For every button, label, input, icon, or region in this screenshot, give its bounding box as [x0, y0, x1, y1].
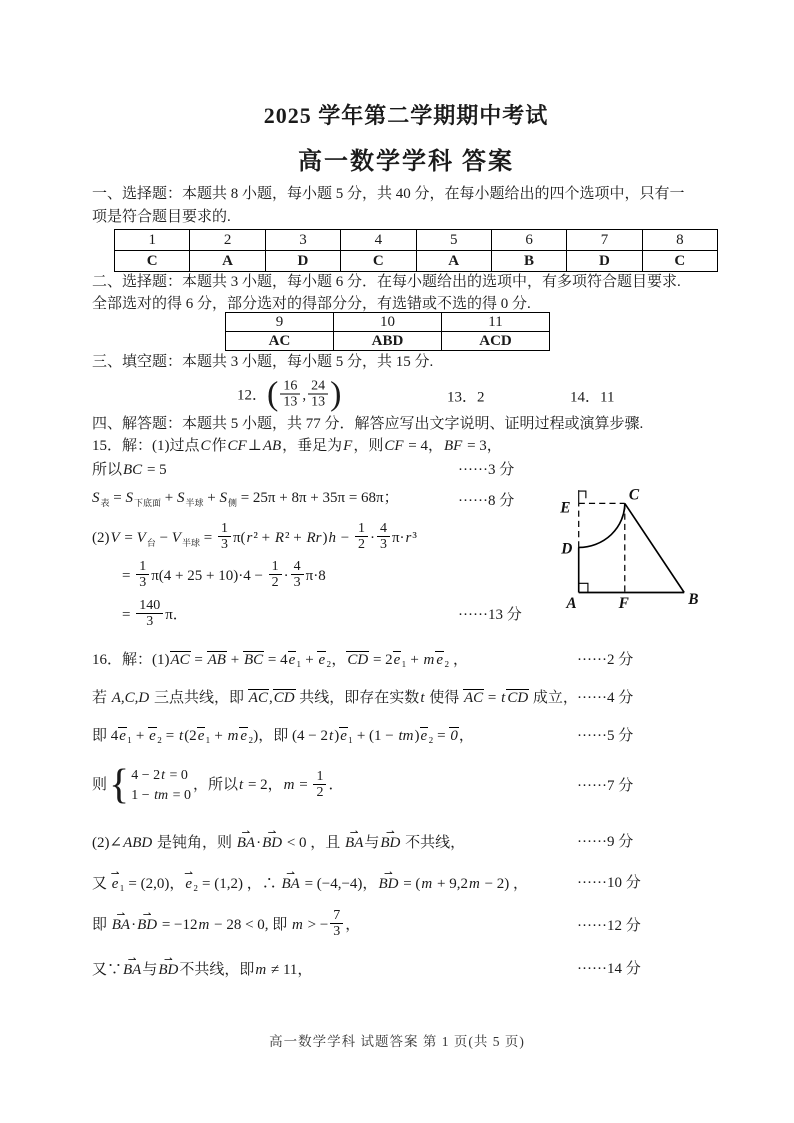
solution-line — [92, 828, 720, 855]
question-number-cell: 7 — [567, 230, 642, 251]
page-title: 2025 学年第二学期期中考试 — [263, 103, 549, 128]
figure-label-F: F — [618, 594, 629, 612]
question-number-cell: 1 — [115, 230, 190, 251]
math-text: 三点共线，即 — [150, 690, 248, 706]
solution-line-content — [92, 728, 474, 744]
math-text: = — [122, 606, 135, 623]
section1-intro-line1: 一、选择题：本题共 8 小题，每小题 5 分，共 40 分，在每小题给出的四个选项中，只有一 — [92, 186, 685, 202]
question-number-cell: 6 — [491, 230, 566, 251]
page-footer: 高一数学学科 试题答案 第 1 页(共 5 页) — [269, 1034, 525, 1049]
math-variable: C — [200, 438, 211, 454]
solution-line-content — [122, 558, 326, 590]
vector-overbar: CD — [347, 652, 369, 668]
fraction: $\frac{1}{2}$ — [313, 769, 326, 800]
math-variable: BC — [123, 462, 143, 478]
math-text: ， — [458, 728, 474, 744]
math-text: ₂)，即 (4 − 2 — [248, 728, 329, 744]
math-variable: m — [292, 917, 303, 933]
vector-overbar: AC — [248, 690, 268, 706]
vector-overbar: e — [288, 652, 296, 668]
math-text: 不共线，即 — [179, 962, 255, 979]
vector-arrow: BD ⇀ — [136, 913, 158, 937]
fraction: $\frac{1}{2}$ — [269, 559, 282, 590]
math-text: ₂ = — [156, 728, 179, 744]
math-text: π(4 + 25 + 10)·4 − — [151, 567, 267, 584]
figure-label-A: A — [566, 594, 577, 612]
geometry-figure — [555, 486, 713, 614]
solution-line-content — [92, 908, 361, 940]
fraction: $\frac{16}{13}$ — [280, 379, 300, 410]
math-text: 使得 — [425, 690, 463, 706]
answer-q14 — [570, 386, 614, 407]
table-row-question-numbers — [115, 230, 718, 251]
figure-label-E: E — [560, 499, 571, 517]
score-mark: ······12 分 — [577, 917, 641, 934]
figure-label-C: C — [628, 486, 640, 504]
fraction: $\frac{1}{3}$ — [136, 559, 149, 590]
math-variable: m — [283, 777, 295, 794]
math-text: ₁ + — [205, 728, 227, 744]
math-text: = — [199, 529, 216, 546]
math-text: (2)∠ — [92, 835, 123, 851]
question-number-cell: 3 — [265, 230, 340, 251]
fraction: $\frac{1}{3}$ — [218, 521, 231, 552]
solution-line-content — [92, 490, 399, 506]
solution-line — [92, 724, 720, 748]
math-text: ² + — [253, 529, 274, 546]
math-text: 又 — [92, 876, 111, 892]
score-mark: ······3 分 — [458, 462, 515, 478]
math-text: = 0 — [169, 788, 191, 803]
answer-cell: A — [190, 251, 265, 272]
math-text: · — [256, 835, 262, 851]
math-text: = 4 — [264, 652, 288, 668]
fraction: $\frac{1}{2}$ — [355, 521, 368, 552]
page-content — [92, 0, 720, 1123]
vector-overbar: AB — [207, 652, 226, 668]
math-text: + 9,2 — [433, 876, 468, 892]
vector-overbar: e — [436, 652, 444, 668]
vector-overbar: e — [420, 728, 428, 744]
vector-overbar: e — [393, 652, 401, 668]
section4-intro: 四、解答题：本题共 5 小题，共 77 分．解答应写出文字说明、证明过程或演算步骤. — [92, 416, 644, 432]
math-text: + — [226, 652, 243, 668]
math-text: ₂ = — [428, 728, 450, 744]
solution-line-content — [92, 962, 312, 978]
math-text: < 0 ，且 — [283, 835, 345, 851]
table-row-question-numbers — [226, 313, 550, 332]
solution-line — [92, 766, 720, 806]
vector-arrow: BA ⇀ — [236, 831, 256, 855]
score-mark: ······2 分 — [577, 652, 634, 668]
vector-arrow: BA ⇀ — [111, 913, 131, 937]
answer-cell: B — [491, 251, 566, 272]
score-mark: ······10 分 — [577, 874, 641, 891]
score-mark: ······9 分 — [577, 833, 634, 850]
vector-overbar: e — [149, 728, 156, 744]
math-variable: t — [161, 768, 165, 783]
answer-table-multi-choice — [225, 312, 550, 351]
math-text: 13．2 — [447, 389, 485, 406]
table-row-answers — [226, 332, 550, 351]
answer-cell: D — [265, 251, 340, 272]
math-text: ，则 — [353, 438, 384, 454]
solution-line — [92, 910, 720, 941]
solution-line — [92, 869, 720, 896]
page-subtitle: 高一数学学科 答案 — [298, 149, 514, 175]
fraction: $\frac{24}{13}$ — [308, 379, 328, 410]
fraction: $\frac{7}{3}$ — [330, 908, 343, 939]
section2-intro-line1: 二、选择题：本题共 3 小题，每小题 6 分．在每小题给出的选项中，有多项符合题目要求. — [92, 274, 681, 290]
figure-solid-edges — [579, 503, 684, 592]
math-text: 14．11 — [570, 389, 615, 406]
math-variable: tm — [398, 728, 414, 744]
math-text: = — [484, 690, 501, 706]
score-mark: ······5 分 — [577, 728, 634, 744]
math-text: ) — [322, 529, 328, 546]
math-variable: r — [246, 529, 253, 546]
math-text: 15．解：(1)过点 — [92, 438, 200, 454]
cases-row — [131, 766, 191, 786]
math-text: 1 − — [131, 788, 154, 803]
solution-line — [92, 955, 720, 982]
math-text: = — [122, 567, 135, 584]
vector-arrow: BD ⇀ — [379, 831, 401, 855]
math-text: = 3， — [463, 438, 502, 454]
math-text: = 5 — [143, 462, 167, 478]
math-text: ³ — [412, 529, 417, 546]
answer-cell: ABD — [334, 332, 442, 351]
answer-cell: C — [115, 251, 190, 272]
score-mark: ······13 分 — [458, 607, 522, 624]
math-text: = — [120, 529, 137, 546]
math-text: ₁ + — [126, 728, 149, 744]
big-paren: ( — [267, 375, 279, 413]
math-text: π． — [165, 606, 188, 623]
math-variable: m — [421, 876, 433, 892]
math-variable: t — [239, 777, 244, 794]
big-paren: ) — [330, 375, 342, 413]
math-text: − 28 < 0, 即 — [210, 917, 292, 933]
math-text: ． — [328, 777, 344, 794]
math-variable: V — [110, 529, 120, 546]
math-text: ⊥ — [247, 438, 262, 454]
subscripted-symbol: $S_侧$ — [219, 490, 237, 508]
math-text: ) — [334, 728, 340, 744]
figure-arc-DC — [579, 503, 625, 547]
math-text: ₁ + — [296, 652, 318, 668]
math-text: = 0 — [165, 768, 188, 783]
math-text: 与 — [142, 962, 158, 979]
math-variable: m — [468, 876, 480, 892]
fraction: $\frac{4}{3}$ — [377, 521, 390, 552]
solution-line — [92, 648, 720, 672]
math-text: π·8 — [305, 567, 326, 584]
vector-arrow: BD ⇀ — [157, 958, 179, 982]
math-variable: t — [420, 690, 425, 706]
question-number-cell: 11 — [442, 313, 550, 332]
solution-line-content — [92, 690, 578, 706]
math-variable: R — [274, 529, 285, 546]
fill-in-answers-row — [92, 372, 720, 420]
math-text: = — [109, 490, 126, 506]
vector-overbar: AC — [464, 690, 484, 706]
math-text: = ( — [399, 876, 421, 892]
question-number-cell: 8 — [642, 230, 717, 251]
vector-overbar: CD — [507, 690, 529, 706]
subscripted-symbol: $S_{下底面}$ — [125, 490, 161, 508]
figure-dashed-edges — [579, 503, 625, 592]
solution-q16 — [92, 648, 720, 996]
math-text: 成立， — [529, 690, 578, 706]
math-text: 所以 — [92, 462, 123, 478]
math-variable: tm — [154, 788, 169, 803]
vector-overbar: e — [240, 728, 248, 744]
math-variable: m — [423, 652, 435, 668]
answer-cell: C — [341, 251, 416, 272]
vector-overbar: e — [119, 728, 126, 744]
math-text: · — [283, 567, 289, 584]
math-text: = — [295, 777, 312, 794]
math-text: + — [161, 490, 177, 506]
math-text: , — [268, 690, 273, 706]
question-number-cell: 4 — [341, 230, 416, 251]
math-text: ² + — [285, 529, 306, 546]
subscripted-symbol: $S_{半球}$ — [176, 490, 204, 508]
vector-overbar: e — [197, 728, 205, 744]
solution-line — [92, 458, 720, 482]
math-text: 与 — [364, 835, 380, 851]
math-text: = 2， — [244, 777, 283, 794]
vector-arrow: BD ⇀ — [377, 872, 399, 896]
vector-overbar: AC — [170, 652, 190, 668]
section3-intro: 三、填空题：本题共 3 小题，每小题 5 分，共 15 分. — [92, 354, 434, 370]
vector-overbar: 0 — [450, 728, 458, 744]
math-variable: m — [255, 962, 267, 979]
answer-q13 — [447, 386, 485, 407]
score-mark: ······4 分 — [577, 690, 634, 706]
score-mark: ······8 分 — [458, 492, 515, 509]
vector-overbar: BC — [243, 652, 264, 668]
math-variable: Rr — [306, 529, 322, 546]
math-text: = 25π + 8π + 35π = 68π； — [236, 490, 399, 506]
figure-label-B: B — [688, 590, 699, 608]
math-text: 不共线， — [401, 835, 466, 851]
math-text: ， — [345, 917, 361, 933]
math-variable: t — [179, 728, 184, 744]
math-text: 若 — [92, 690, 111, 706]
math-text: 即 4 — [92, 728, 119, 744]
section1-intro-line2: 项是符合题目要求的. — [92, 209, 231, 225]
cases-brace-system — [109, 766, 191, 806]
math-text: · — [131, 917, 137, 933]
answer-cell: ACD — [442, 332, 550, 351]
math-text: ₁ + — [401, 652, 423, 668]
solution-line-content — [92, 521, 417, 552]
answer-cell: C — [642, 251, 717, 272]
math-variable: t — [329, 728, 334, 744]
right-angle-mark-A — [579, 583, 588, 592]
vector-arrow: BA ⇀ — [122, 958, 142, 982]
answer-q12 — [237, 375, 342, 413]
answer-cell: AC — [226, 332, 334, 351]
math-text: − — [155, 529, 172, 546]
math-text: = (−4,−4)， — [300, 876, 378, 892]
math-text: (2) — [92, 529, 110, 546]
math-variable: m — [198, 917, 210, 933]
question-number-cell: 5 — [416, 230, 491, 251]
math-variable: h — [328, 529, 336, 546]
score-mark: ······14 分 — [577, 960, 641, 977]
question-number-cell: 9 — [226, 313, 334, 332]
math-text: 共线，即存在实数 — [295, 690, 420, 706]
subscripted-symbol: $V_{半球}$ — [171, 529, 200, 548]
math-variable: F — [343, 438, 353, 454]
solution-line-content — [122, 597, 188, 629]
subscripted-symbol: $V_台$ — [136, 529, 156, 548]
math-text: π( — [232, 529, 246, 546]
question-number-cell: 10 — [334, 313, 442, 332]
math-text: ₂， — [326, 652, 347, 668]
math-text: ，垂足为 — [282, 438, 343, 454]
score-mark: ······7 分 — [577, 778, 634, 794]
right-angle-mark-E — [579, 490, 586, 503]
math-variable: CF — [227, 438, 247, 454]
vector-arrow: BA ⇀ — [280, 872, 300, 896]
math-text: 12． — [237, 387, 268, 404]
math-text: − 2) ， — [480, 876, 529, 892]
math-text: 4 − 2 — [131, 768, 161, 783]
solution-line-content — [92, 652, 468, 668]
answer-table-single-choice — [114, 229, 718, 272]
vector-overbar: e — [318, 652, 326, 668]
vector-arrow: e ⇀ — [111, 872, 120, 896]
math-text: ₂ ， — [444, 652, 469, 668]
math-text: − — [336, 529, 353, 546]
answer-cell: D — [567, 251, 642, 272]
vector-overbar: CD — [273, 690, 295, 706]
solution-line-content — [92, 835, 465, 851]
solution-line — [92, 434, 720, 458]
solution-line-content — [92, 462, 167, 478]
fraction: $\frac{4}{3}$ — [291, 559, 304, 590]
subscripted-symbol: $S_表$ — [92, 490, 110, 508]
math-variable: m — [227, 728, 239, 744]
section2-intro-line2: 全部选对的得 6 分，部分选对的得部分分，有选错或不选的得 0 分. — [92, 296, 531, 312]
math-variable: t — [501, 690, 506, 706]
answer-cell: A — [416, 251, 491, 272]
math-text: ) — [414, 728, 420, 744]
math-text: π· — [391, 529, 405, 546]
solution-line — [92, 686, 720, 710]
math-text: ₁ = (2,0)， — [119, 876, 185, 892]
math-text: 16．解：(1) — [92, 652, 170, 668]
math-text: 是钝角，则 — [153, 835, 236, 851]
math-variable: r — [405, 529, 412, 546]
table-row-answers — [115, 251, 718, 272]
math-text: ≠ 11， — [267, 962, 313, 979]
math-text: 则 — [92, 777, 108, 794]
cases-row — [131, 786, 191, 806]
math-text: > − — [303, 917, 329, 933]
math-text: + — [203, 490, 220, 506]
vector-arrow: e ⇀ — [184, 872, 193, 896]
math-text: = 2 — [369, 652, 393, 668]
vector-arrow: BD ⇀ — [261, 831, 283, 855]
math-variable: CF — [384, 438, 404, 454]
math-text: 又∵ — [92, 962, 123, 979]
math-text: 作 — [211, 438, 227, 454]
math-variable: A,C,D — [111, 690, 150, 706]
solution-line-content — [92, 876, 528, 892]
math-text: = 4， — [404, 438, 443, 454]
question-number-cell: 2 — [190, 230, 265, 251]
math-text: ₁ + (1 − — [347, 728, 398, 744]
math-text: (2 — [184, 728, 197, 744]
math-text: = — [190, 652, 207, 668]
math-text: ，所以 — [193, 777, 239, 794]
vector-overbar: e — [340, 728, 347, 744]
solution-line-content — [92, 768, 344, 803]
math-text: · — [369, 529, 375, 546]
figure-label-D: D — [561, 540, 573, 558]
math-variable: AB — [262, 438, 282, 454]
math-text: , — [302, 387, 307, 404]
math-text: ₂ = (1,2) ，∴ — [193, 876, 281, 892]
solution-line-content — [92, 438, 502, 454]
math-text: = −12 — [158, 917, 198, 933]
vector-arrow: BA ⇀ — [344, 831, 364, 855]
math-variable: ABD — [123, 835, 153, 851]
math-variable: BF — [443, 438, 463, 454]
fraction: $\frac{140}{3}$ — [136, 598, 163, 629]
math-text: 即 — [92, 917, 111, 933]
